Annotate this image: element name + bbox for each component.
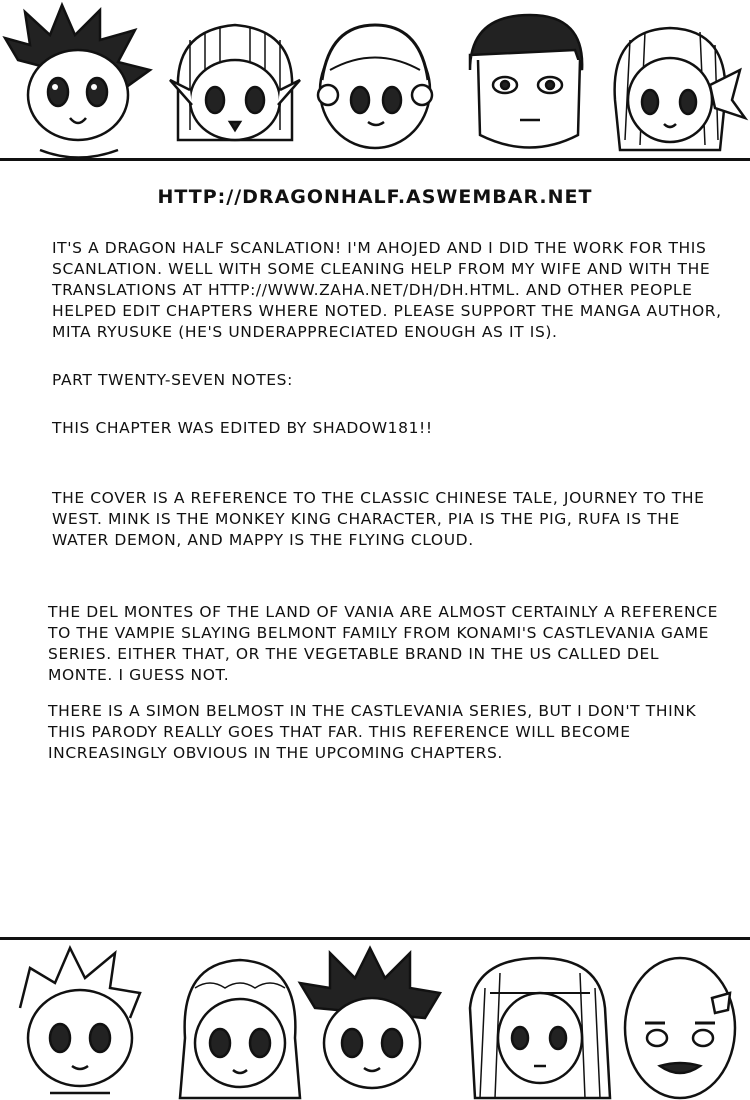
helmeted-girl-portrait bbox=[318, 25, 432, 148]
del-montes-note: THE DEL MONTES OF THE LAND OF VANIA ARE ALMOST CERTAINLY A REFERENCE TO THE VAMPIE SLAYING BELMONT FAMILY FROM KONAMI'S CASTLEVANIA GAME SERIES. EITHER THAT, OR THE VEGETABLE BRAND IN THE US CALLED DEL MONTE. I GUESS NOT. bbox=[48, 603, 719, 684]
bald-man-portrait bbox=[625, 958, 735, 1098]
simon-note: THERE IS A SIMON BELMOST IN THE CASTLEVANIA SERIES, BUT I DON'T THINK THIS PARODY REALLY GOES THAT FAR. THIS REFERENCE WILL BECOME INCREASINGLY OBVIOUS IN THE UPCOMING CHAPTERS. bbox=[48, 702, 697, 762]
part-heading: PART TWENTY-SEVEN NOTES: bbox=[52, 371, 293, 389]
editor-note: THIS CHAPTER WAS EDITED BY SHADOW181!! bbox=[52, 419, 433, 437]
cover-note: THE COVER IS A REFERENCE TO THE CLASSIC CHINESE TALE, JOURNEY TO THE WEST. MINK IS THE MONKEY KING CHARACTER, PIA IS THE PIG, RUFA IS THE WATER DEMON, AND MAPPY IS THE FLYING CLOUD. bbox=[52, 489, 705, 549]
intro-paragraph: IT'S A DRAGON HALF SCANLATION! I'M AHOJED AND I DID THE WORK FOR THIS SCANLATION. WELL WITH SOME CLEANING HELP FROM MY WIFE AND WITH THE TRANSLATIONS AT HTTP://WWW.ZAHA.NET/DH/DH.HTML. AND OTHER PEOPLE HELPED EDIT CHAPTERS WHERE NOTED. PLEASE SUPPORT THE MANGA AUTHOR, MITA RYUSUKE (HE'S UNDERAPPRECIATED ENOUGH AS IT IS). bbox=[52, 239, 722, 341]
top-divider bbox=[0, 158, 750, 161]
top-character-portraits bbox=[0, 0, 750, 158]
girl-with-bow-portrait bbox=[615, 28, 745, 150]
curly-haired-girl-portrait bbox=[180, 960, 300, 1098]
top-character-band bbox=[0, 0, 750, 158]
stern-man-portrait bbox=[470, 15, 582, 148]
site-url: HTTP://DRAGONHALF.ASWEMBAR.NET bbox=[157, 186, 593, 208]
bottom-character-band bbox=[0, 938, 750, 1100]
spiky-haired-boy-portrait bbox=[5, 5, 150, 158]
spiky-haired-boy-portrait bbox=[300, 948, 440, 1088]
long-haired-elf-portrait bbox=[470, 958, 610, 1098]
light-haired-boy-portrait bbox=[20, 948, 140, 1093]
elf-girl-portrait bbox=[170, 25, 300, 140]
bottom-character-portraits bbox=[0, 938, 750, 1100]
